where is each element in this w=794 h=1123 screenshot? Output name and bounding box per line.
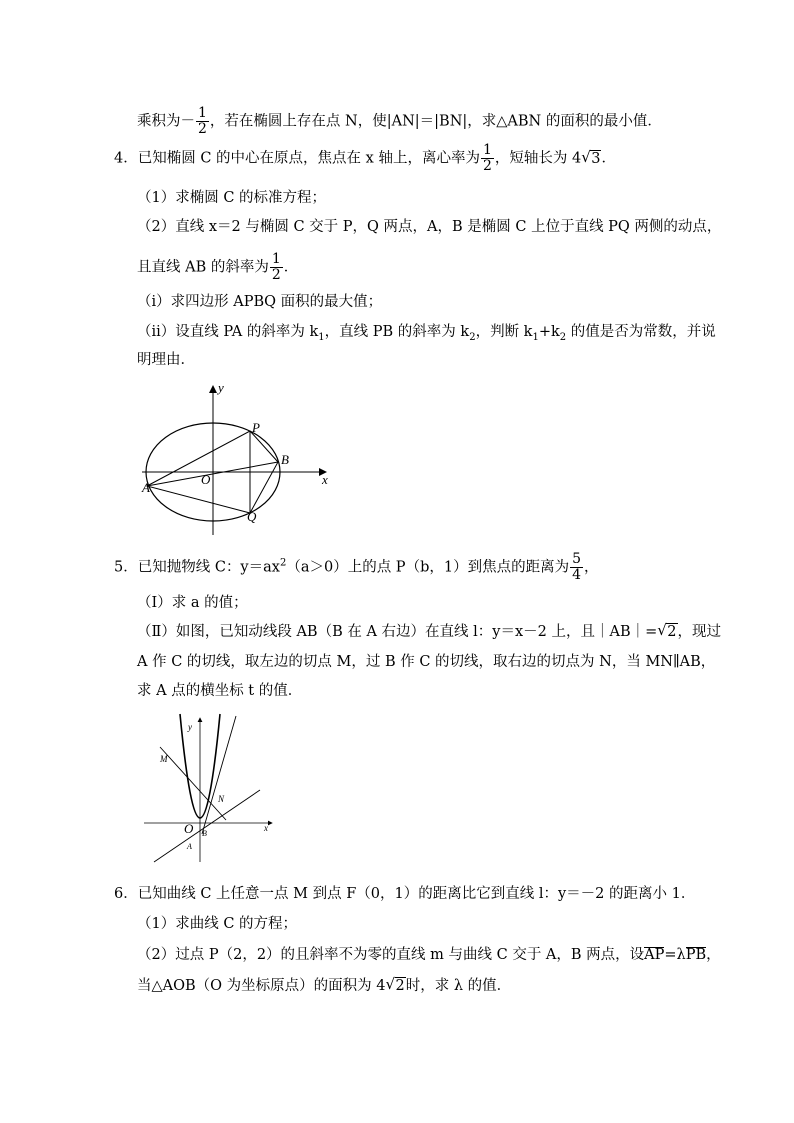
- ellipse-figure: [138, 380, 338, 540]
- q4-part2-line1: （2）直线 x＝2 与椭圆 C 交于 P，Q 两点，A，B 是椭圆 C 上位于直线 PQ 两侧的动点，: [137, 219, 722, 235]
- q4-part1: （1）求椭圆 C 的标准方程；: [137, 190, 327, 206]
- q5-number: 5．: [114, 559, 138, 576]
- q5-distance-fraction: $\frac{5}{4}$: [572, 551, 581, 583]
- prev-text-2: ，若在椭圆上存在点 N，使|AN|＝|BN|，求△ABN 的面积的最小值．: [209, 113, 662, 130]
- label-o: O: [184, 821, 194, 836]
- fraction: $\frac{1}{2}$: [198, 105, 207, 137]
- q6-part1: （1）求曲线 C 的方程；: [137, 916, 298, 932]
- q4-sqrt: √ 3: [581, 147, 601, 167]
- q4-eccentricity-fraction: $\frac{1}{2}$: [482, 142, 492, 174]
- label-b: B: [281, 452, 289, 467]
- label-n: N: [218, 794, 225, 804]
- q4-stem-text-1: 已知椭圆 C 的中心在原点，焦点在 x 轴上，离心率为: [137, 150, 480, 167]
- label-o: O: [201, 472, 211, 487]
- q5-part1: （Ⅰ）求 a 的值；: [137, 595, 248, 611]
- label-m: M: [160, 754, 168, 764]
- q4-part-ii: （ii）设直线 PA 的斜率为 $k_1$，直线 PB 的斜率为 $k_2$，判断 $k_1+k_2$ 的值是否为常数，并说: [137, 324, 716, 343]
- q5-part2-line2: A 作 C 的切线，取左边的切点 M，过 B 作 C 的切线，取右边的切点为 N，当 MN∥AB，: [137, 654, 716, 670]
- q4-stem-text-2: ，短轴长为 4: [494, 150, 582, 167]
- q6-number: 6．: [114, 886, 138, 902]
- label-y: y: [218, 380, 224, 395]
- q4-slope-fraction: $\frac{1}{2}$: [271, 251, 281, 283]
- tangent-right: [202, 716, 236, 834]
- label-b: B: [202, 829, 207, 838]
- label-a: A: [187, 842, 192, 851]
- parabola-figure: [138, 712, 278, 872]
- label-q: Q: [247, 509, 257, 524]
- prev-text-1: 乘积为－: [137, 113, 195, 130]
- q5-part2-line3: 求 A 点的横坐标 t 的值．: [137, 683, 303, 699]
- vector-ap: AP: [644, 947, 665, 963]
- label-x: x: [264, 823, 268, 833]
- q4-part2-text: 且直线 AB 的斜率为: [137, 259, 269, 276]
- q4-part2-line2: [137, 252, 298, 283]
- q4-part-ii-line2: 明理由．: [137, 352, 195, 368]
- vector-pb: PB: [685, 947, 707, 963]
- q4-stem-text-3: ．: [601, 150, 616, 167]
- line-l: [154, 790, 260, 862]
- q6-part2-line2: 当△AOB（O 为坐标原点）的面积为 4 √ 2时，求 λ 的值．: [137, 975, 512, 994]
- q4-part-i: （i）求四边形 APBQ 面积的最大值；: [137, 294, 383, 310]
- label-p: P: [252, 420, 260, 435]
- q4-number: 4．: [114, 150, 138, 167]
- label-a: A: [142, 480, 150, 495]
- q6-part2-line1: （2）过点 P（2，2）的且斜率不为零的直线 m 与曲线 C 交于 A，B 两点，设AP=λPB，: [137, 947, 721, 963]
- prev-problem-line: [137, 106, 662, 137]
- q6-stem: 6．已知曲线 C 上任意一点 M 到点 F（0，1）的距离比它到直线 l：y＝－2 的距离小 1．: [114, 886, 696, 902]
- q4-stem: [114, 143, 616, 174]
- q5-stem: 5．已知抛物线 C：$y=ax^2(a>0)$上的点 P（b，1）到焦点的距离为 $\frac{5}{4}$ ，: [114, 551, 599, 583]
- q5-sqrt: √ 2: [657, 621, 677, 640]
- label-x: x: [322, 472, 328, 487]
- q5-part2-line1: （Ⅱ）如图，已知动线段 AB（B 在 A 右边）在直线 l：y＝x－2 上，且｜AB｜= √ 2，现过: [137, 621, 722, 640]
- label-y: y: [188, 722, 192, 732]
- q4-part2-end: ．: [283, 259, 299, 276]
- q6-sqrt: √ 2: [385, 975, 405, 994]
